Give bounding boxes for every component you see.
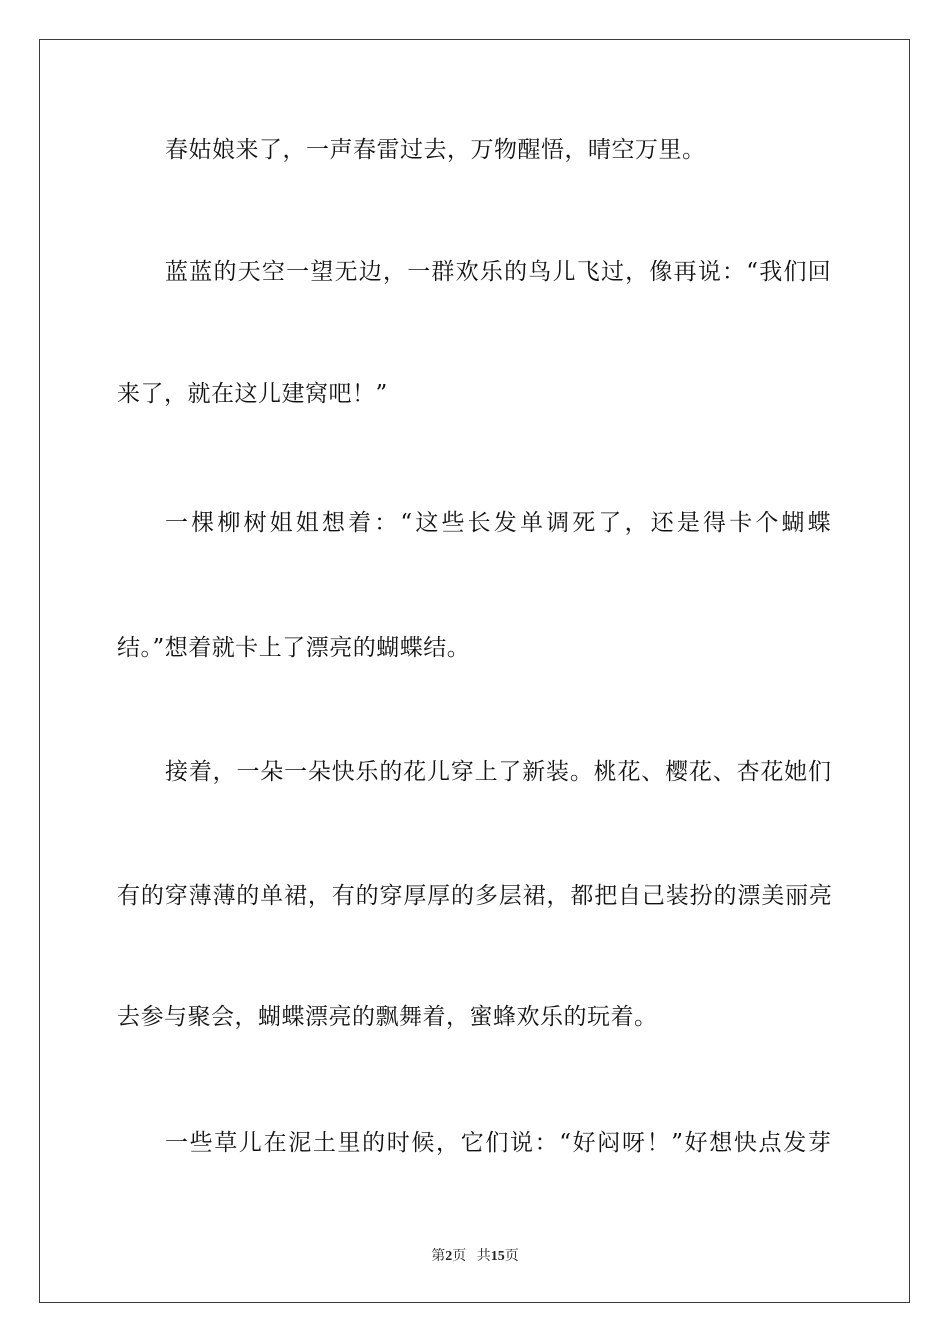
text-glyph: 树: [243, 510, 267, 536]
text-glyph: ！: [646, 1130, 670, 1156]
text-glyph: 的: [451, 883, 475, 909]
text-glyph: 的: [140, 883, 164, 909]
text-glyph: 个: [755, 510, 779, 536]
text-glyph: 是: [676, 510, 700, 536]
text-glyph: 闷: [597, 1130, 621, 1156]
text-glyph: 一: [165, 1130, 188, 1156]
text-glyph: 回: [807, 259, 831, 285]
page-frame: [39, 39, 910, 1303]
text-glyph: 薄: [188, 883, 212, 909]
text-glyph: 它: [460, 1130, 484, 1156]
text-glyph: 天: [237, 259, 261, 285]
text-glyph: 望: [310, 259, 334, 285]
text-glyph: 边: [358, 259, 382, 285]
text-glyph: ：: [722, 259, 746, 285]
text-glyph: 柳: [217, 510, 241, 536]
text-glyph: 卡: [729, 510, 753, 536]
text-line-3: 来了，就在这儿建窝吧！”: [117, 381, 388, 407]
text-glyph: 的: [355, 883, 379, 909]
text-glyph: 漂: [737, 883, 761, 909]
text-glyph: 调: [546, 510, 570, 536]
text-glyph: 姐: [269, 510, 293, 536]
text-glyph: 穿: [450, 759, 474, 785]
text-glyph: 在: [263, 1130, 287, 1156]
text-glyph: 我: [759, 259, 783, 285]
text-glyph: 层: [498, 883, 522, 909]
text-glyph: 她: [784, 759, 808, 785]
text-glyph: 朵: [260, 759, 284, 785]
total-prefix: 共: [476, 1249, 491, 1264]
text-glyph: 点: [758, 1130, 782, 1156]
text-glyph: 花: [760, 759, 784, 785]
text-glyph: 候: [411, 1130, 435, 1156]
text-glyph: 穿: [164, 883, 188, 909]
text-glyph: ，: [436, 1130, 460, 1156]
text-glyph: 呀: [621, 1130, 645, 1156]
text-glyph: 蓝: [189, 259, 213, 285]
text-line-7: [117, 881, 832, 911]
text-glyph: 的: [504, 259, 528, 285]
text-line-2: [165, 257, 831, 287]
text-glyph: 乐: [479, 259, 503, 285]
text-glyph: 单: [260, 883, 284, 909]
text-glyph: 泥: [288, 1130, 312, 1156]
text-glyph: 桃: [593, 759, 617, 785]
text-glyph: ，: [382, 259, 406, 285]
text-glyph: 的: [213, 259, 237, 285]
text-glyph: ”: [671, 1130, 683, 1156]
text-glyph: 想: [321, 510, 345, 536]
page-number: 2: [445, 1249, 453, 1264]
text-glyph: 一: [165, 510, 188, 536]
text-glyph: 、: [641, 759, 665, 785]
text-glyph: ，: [212, 759, 236, 785]
text-glyph: 们: [783, 259, 807, 285]
text-glyph: 丽: [785, 883, 809, 909]
text-glyph: 无: [334, 259, 358, 285]
text-glyph: 穿: [379, 883, 403, 909]
text-glyph: 花: [617, 759, 641, 785]
total-pages: 15: [490, 1249, 505, 1264]
text-glyph: 杏: [736, 759, 760, 785]
text-glyph: 还: [650, 510, 674, 536]
text-glyph: 着: [348, 510, 372, 536]
text-glyph: 时: [386, 1130, 410, 1156]
text-glyph: 厚: [403, 883, 427, 909]
text-glyph: 的: [236, 883, 260, 909]
text-line-1: 春姑娘来了，一声春雷过去，万物醒悟，晴空万里。: [165, 137, 706, 163]
total-suffix: 页: [504, 1249, 519, 1264]
text-glyph: ：: [374, 510, 398, 536]
text-glyph: 新: [522, 759, 546, 785]
text-glyph: 再: [673, 259, 697, 285]
text-glyph: 蝴: [781, 510, 805, 536]
text-glyph: “: [400, 510, 413, 536]
text-glyph: 里: [337, 1130, 361, 1156]
text-glyph: 空: [261, 259, 285, 285]
text-glyph: 说: [509, 1130, 533, 1156]
text-glyph: 鸟: [528, 259, 552, 285]
text-glyph: 快: [331, 759, 355, 785]
text-glyph: 着: [188, 759, 212, 785]
text-glyph: 说: [697, 259, 721, 285]
text-glyph: 儿: [552, 259, 576, 285]
text-glyph: 们: [485, 1130, 509, 1156]
page-prefix: 第: [431, 1249, 446, 1264]
text-glyph: 这: [415, 510, 439, 536]
text-glyph: 的: [713, 883, 737, 909]
text-glyph: 接: [165, 759, 188, 785]
text-glyph: 发: [783, 1130, 807, 1156]
text-line-8: 去参与聚会，蝴蝶漂亮的飘舞着，蜜蜂欢乐的玩着。: [117, 1004, 658, 1030]
text-glyph: ：: [534, 1130, 558, 1156]
text-glyph: 一: [284, 759, 308, 785]
text-glyph: 群: [431, 259, 455, 285]
text-glyph: 儿: [426, 759, 450, 785]
text-glyph: 一: [286, 259, 310, 285]
text-glyph: 多: [474, 883, 498, 909]
text-glyph: “: [746, 259, 759, 285]
text-glyph: 的: [362, 1130, 386, 1156]
text-glyph: 棵: [191, 510, 215, 536]
text-line-5: 结。”想着就卡上了漂亮的蝴蝶结。: [117, 635, 471, 661]
text-glyph: 长: [467, 510, 491, 536]
text-glyph: 蓝: [165, 259, 188, 285]
text-glyph: 。: [569, 759, 593, 785]
text-glyph: 们: [807, 759, 831, 785]
text-line-6: [165, 757, 831, 787]
text-glyph: 一: [407, 259, 431, 285]
text-line-9: [165, 1128, 831, 1158]
text-glyph: 樱: [665, 759, 689, 785]
text-glyph: 些: [441, 510, 465, 536]
text-glyph: 朵: [307, 759, 331, 785]
text-glyph: 飞: [576, 259, 600, 285]
text-glyph: 死: [572, 510, 596, 536]
text-glyph: 一: [236, 759, 260, 785]
page-suffix: 页: [452, 1249, 467, 1264]
page-footer: [0, 1247, 950, 1267]
text-glyph: 花: [688, 759, 712, 785]
text-glyph: 了: [498, 759, 522, 785]
text-glyph: 欢: [455, 259, 479, 285]
text-glyph: 裙: [284, 883, 308, 909]
text-glyph: 花: [403, 759, 427, 785]
text-glyph: 快: [733, 1130, 757, 1156]
text-glyph: 土: [312, 1130, 336, 1156]
text-glyph: 得: [703, 510, 727, 536]
text-glyph: 好: [684, 1130, 708, 1156]
text-glyph: 儿: [238, 1130, 262, 1156]
text-glyph: 有: [117, 883, 140, 909]
text-glyph: 上: [474, 759, 498, 785]
text-glyph: 单: [519, 510, 543, 536]
text-glyph: ，: [625, 259, 649, 285]
text-glyph: 己: [641, 883, 665, 909]
text-glyph: 扮: [689, 883, 713, 909]
text-glyph: 亮: [808, 883, 832, 909]
text-glyph: 乐: [355, 759, 379, 785]
text-glyph: 草: [214, 1130, 238, 1156]
text-glyph: 过: [600, 259, 624, 285]
text-glyph: 把: [594, 883, 618, 909]
text-glyph: 薄: [212, 883, 236, 909]
text-glyph: ，: [546, 883, 570, 909]
text-glyph: 想: [709, 1130, 733, 1156]
text-glyph: 好: [572, 1130, 596, 1156]
text-glyph: “: [559, 1130, 572, 1156]
text-glyph: 蝶: [807, 510, 831, 536]
text-line-4: [165, 508, 831, 538]
text-glyph: 自: [618, 883, 642, 909]
text-glyph: 发: [493, 510, 517, 536]
text-glyph: 像: [649, 259, 673, 285]
text-glyph: 、: [712, 759, 736, 785]
text-glyph: 些: [189, 1130, 213, 1156]
text-glyph: 美: [761, 883, 785, 909]
text-glyph: 姐: [295, 510, 319, 536]
text-glyph: 裙: [522, 883, 546, 909]
text-glyph: 的: [379, 759, 403, 785]
text-glyph: 装: [546, 759, 569, 785]
text-glyph: 有: [331, 883, 355, 909]
text-glyph: 装: [665, 883, 689, 909]
text-glyph: 厚: [427, 883, 451, 909]
text-glyph: 了: [598, 510, 622, 536]
text-glyph: ，: [624, 510, 648, 536]
text-glyph: 芽: [807, 1130, 831, 1156]
text-glyph: ，: [307, 883, 331, 909]
text-glyph: 都: [570, 883, 594, 909]
